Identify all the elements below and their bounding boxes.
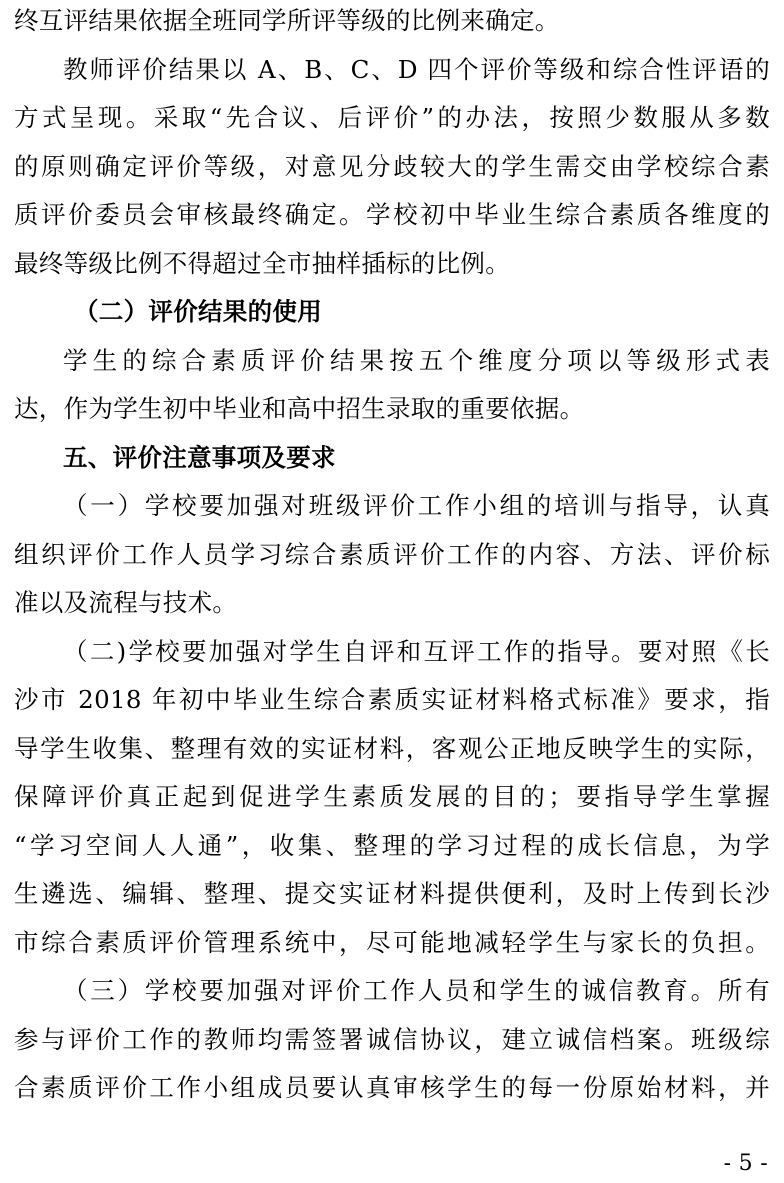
text-line: 合素质评价工作小组成员要认真审核学生的每一份原始材料，并 <box>14 1073 770 1102</box>
text-line: 准以及流程与技术。 <box>14 588 238 617</box>
text-line: 的原则确定评价等级，对意见分歧较大的学生需交由学校综合素 <box>14 151 770 181</box>
section-heading: 五、评价注意事项及要求 <box>63 442 336 472</box>
text-line: 保障评价真正起到促进学生素质发展的目的；要指导学生掌握 <box>14 782 770 811</box>
text-line: 达，作为学生初中毕业和高中招生录取的重要依据。 <box>14 394 585 423</box>
text-line: 导学生收集、整理有效的实证材料，客观公正地反映学生的实际， <box>14 733 770 763</box>
text-line: （二)学校要加强对学生自评和互评工作的指导。要对照《长 <box>63 636 770 666</box>
text-line: 方式呈现。采取“先合议、后评价”的办法，按照少数服从多数 <box>14 103 770 132</box>
text-line: 组织评价工作人员学习综合素质评价工作的内容、方法、评价标 <box>14 539 770 569</box>
text-line: （三）学校要加强对评价工作人员和学生的诚信教育。所有 <box>63 976 770 1005</box>
text-line: 终互评结果依据全班同学所评等级的比例来确定。 <box>14 6 560 35</box>
page-number: - 5 - <box>723 1151 768 1176</box>
text-line: 生遴选、编辑、整理、提交实证材料提供便利，及时上传到长沙 <box>14 879 770 908</box>
text-line: 教师评价结果以 A、B、C、D 四个评价等级和综合性评语的 <box>63 54 770 84</box>
text-line: 沙市 2018 年初中毕业生综合素质实证材料格式标准》要求，指 <box>14 685 770 714</box>
text-line: 质评价委员会审核最终确定。学校初中毕业生综合素质各维度的 <box>14 200 770 229</box>
text-line: （一）学校要加强对班级评价工作小组的培训与指导，认真 <box>63 491 770 520</box>
section-heading: （二）评价结果的使用 <box>74 297 322 326</box>
text-line: “学习空间人人通”，收集、整理的学习过程的成长信息，为学 <box>14 830 770 860</box>
text-line: 学生的综合素质评价结果按五个维度分项以等级形式表 <box>63 345 770 375</box>
text-line: 最终等级比例不得超过全市抽样插标的比例。 <box>14 248 510 278</box>
body-text <box>14 0 770 1113</box>
text-line: 参与评价工作的教师均需签署诚信协议，建立诚信档案。班级综 <box>14 1024 770 1054</box>
text-line: 市综合素质评价管理系统中，尽可能地减轻学生与家长的负担。 <box>14 927 770 957</box>
